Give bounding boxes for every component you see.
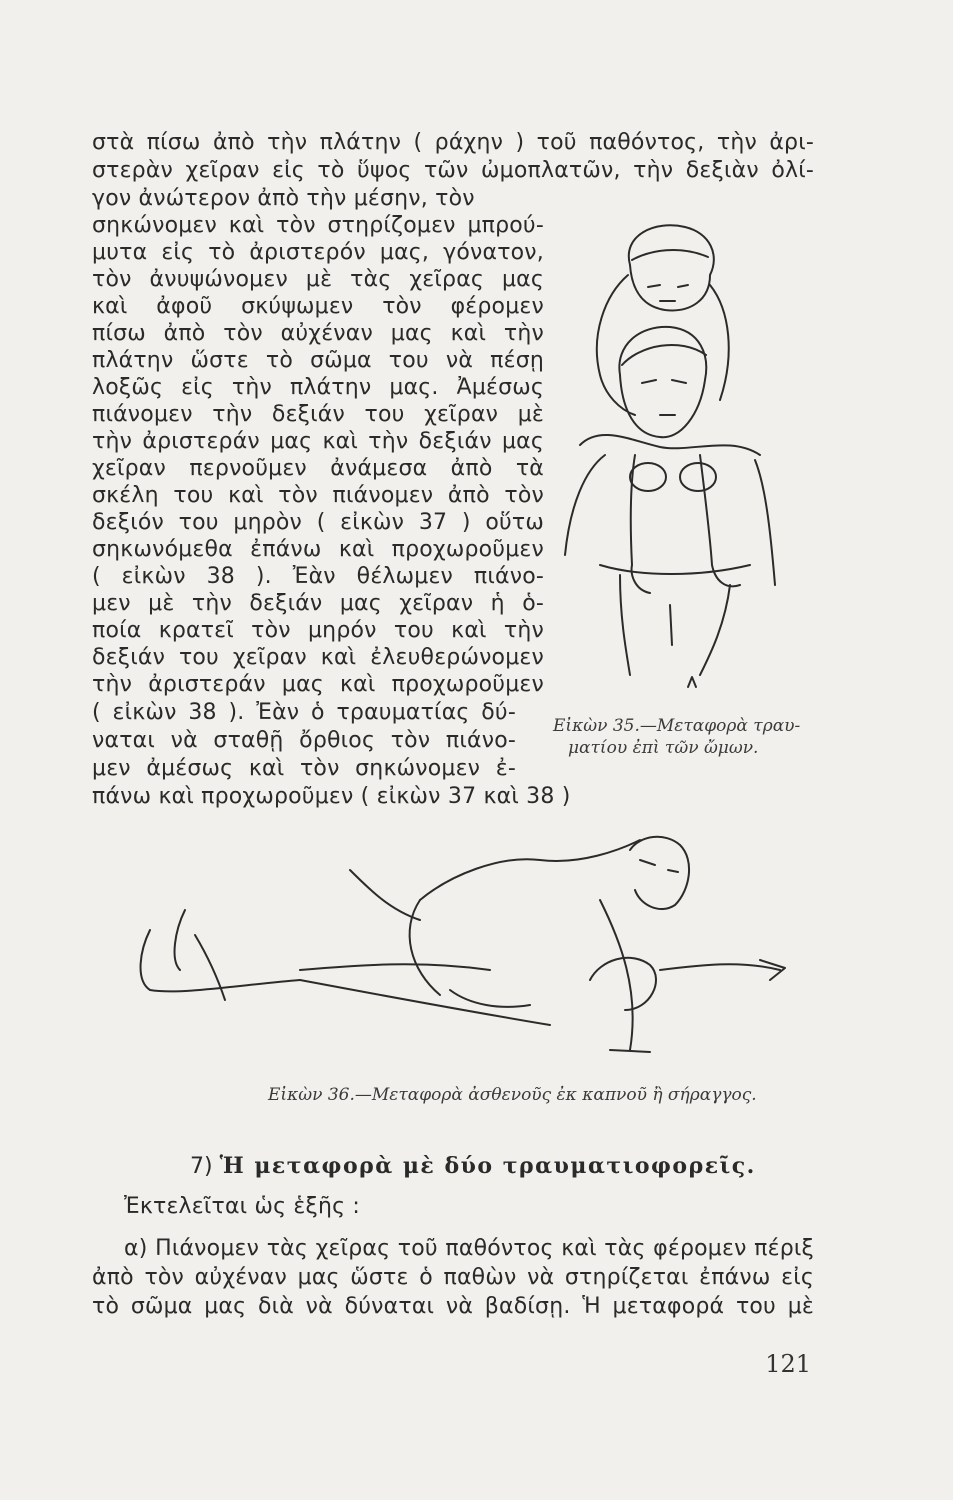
- section-heading: [190, 1152, 756, 1181]
- text-line: καὶ ἀφοῦ σκύψωμεν τὸν φέρομεν: [92, 294, 544, 319]
- text-line: τὴν ἀριστεράν μας καὶ προχωροῦμεν: [92, 672, 544, 697]
- section-title: Ἡ μεταφορὰ μὲ δύο τραυματιοφορεῖς.: [219, 1153, 756, 1179]
- figure-36-illustration: [120, 820, 820, 1080]
- text-line: στὰ πίσω ἀπὸ τὴν πλάτην ( ράχην ) τοῦ παθόντος, τὴν ἀρι-: [92, 130, 814, 155]
- figure-35-caption: Εἰκὼν 35.—Μεταφορὰ τραυ-: [553, 716, 801, 736]
- text-line: μεν ἀμέσως καὶ τὸν σηκώνομεν ἐ-: [92, 756, 516, 781]
- paragraph-intro: Ἐκτελεῖται ὡς ἑξῆς :: [124, 1194, 361, 1219]
- text-line: γον ἀνώτερον ἀπὸ τὴν μέσην, τὸν: [92, 186, 475, 211]
- text-line: τὴν ἀριστεράν μας καὶ τὴν δεξιάν μας: [92, 429, 544, 454]
- figure-36-caption: Εἰκὼν 36.—Μεταφορὰ ἀσθενοῦς ἐκ καπνοῦ ἢ σήραγγος.: [268, 1085, 757, 1105]
- text-line: λοξῶς εἰς τὴν πλάτην μας. Ἀμέσως: [92, 375, 544, 400]
- text-line: ἀπὸ τὸν αὐχέναν μας ὥστε ὁ παθὼν νὰ στηρίζεται ἐπάνω εἰς: [92, 1265, 814, 1290]
- text-line: πάνω καὶ προχωροῦμεν ( εἰκὼν 37 καὶ 38 ): [92, 784, 571, 809]
- text-line: ( εἰκὼν 38 ). Ἐὰν ὁ τραυματίας δύ-: [92, 700, 516, 725]
- section-number: 7): [190, 1154, 213, 1179]
- text-line: ( εἰκὼν 38 ). Ἐὰν θέλωμεν πιάνο-: [92, 564, 544, 589]
- text-line: στερὰν χεῖραν εἰς τὸ ὕψος τῶν ὠμοπλατῶν, τὴν δεξιὰν ὀλί-: [92, 158, 814, 183]
- text-line: χεῖραν περνοῦμεν ἀνάμεσα ἀπὸ τὰ: [92, 456, 544, 481]
- figure-35-caption: ματίου ἐπὶ τῶν ὤμων.: [568, 738, 759, 758]
- text-line: τὸ σῶμα μας διὰ νὰ δύναται νὰ βαδίσῃ. Ἡ μεταφορά του μὲ: [92, 1294, 814, 1319]
- text-line: α) Πιάνομεν τὰς χεῖρας τοῦ παθόντος καὶ τὰς φέρομεν πέριξ: [124, 1236, 814, 1261]
- text-line: πλάτην ὥστε τὸ σῶμα του νὰ πέσῃ: [92, 348, 544, 373]
- text-line: σηκωνόμεθα ἐπάνω καὶ προχωροῦμεν: [92, 537, 544, 562]
- page-number: 121: [765, 1350, 811, 1378]
- text-line: πίσω ἀπὸ τὸν αὐχέναν μας καὶ τὴν: [92, 321, 544, 346]
- text-line: μεν μὲ τὴν δεξιάν μας χεῖραν ἡ ὁ-: [92, 591, 544, 616]
- text-line: τὸν ἀνυψώνομεν μὲ τὰς χεῖρας μας: [92, 267, 544, 292]
- text-line: δεξιάν του χεῖραν καὶ ἐλευθερώνομεν: [92, 645, 544, 670]
- figure-35-illustration: [560, 215, 790, 700]
- text-line: δεξιόν του μηρὸν ( εἰκὼν 37 ) οὕτω: [92, 510, 544, 535]
- text-line: σηκώνομεν καὶ τὸν στηρίζομεν μπρού-: [92, 213, 544, 238]
- text-line: ποία κρατεῖ τὸν μηρόν του καὶ τὴν: [92, 618, 544, 643]
- text-line: ναται νὰ σταθῇ ὄρθιος τὸν πιάνο-: [92, 728, 516, 753]
- text-line: μυτα εἰς τὸ ἀριστερόν μας, γόνατον,: [92, 240, 544, 265]
- text-line: πιάνομεν τὴν δεξιάν του χεῖραν μὲ: [92, 402, 544, 427]
- text-line: σκέλη του καὶ τὸν πιάνομεν ἀπὸ τὸν: [92, 483, 544, 508]
